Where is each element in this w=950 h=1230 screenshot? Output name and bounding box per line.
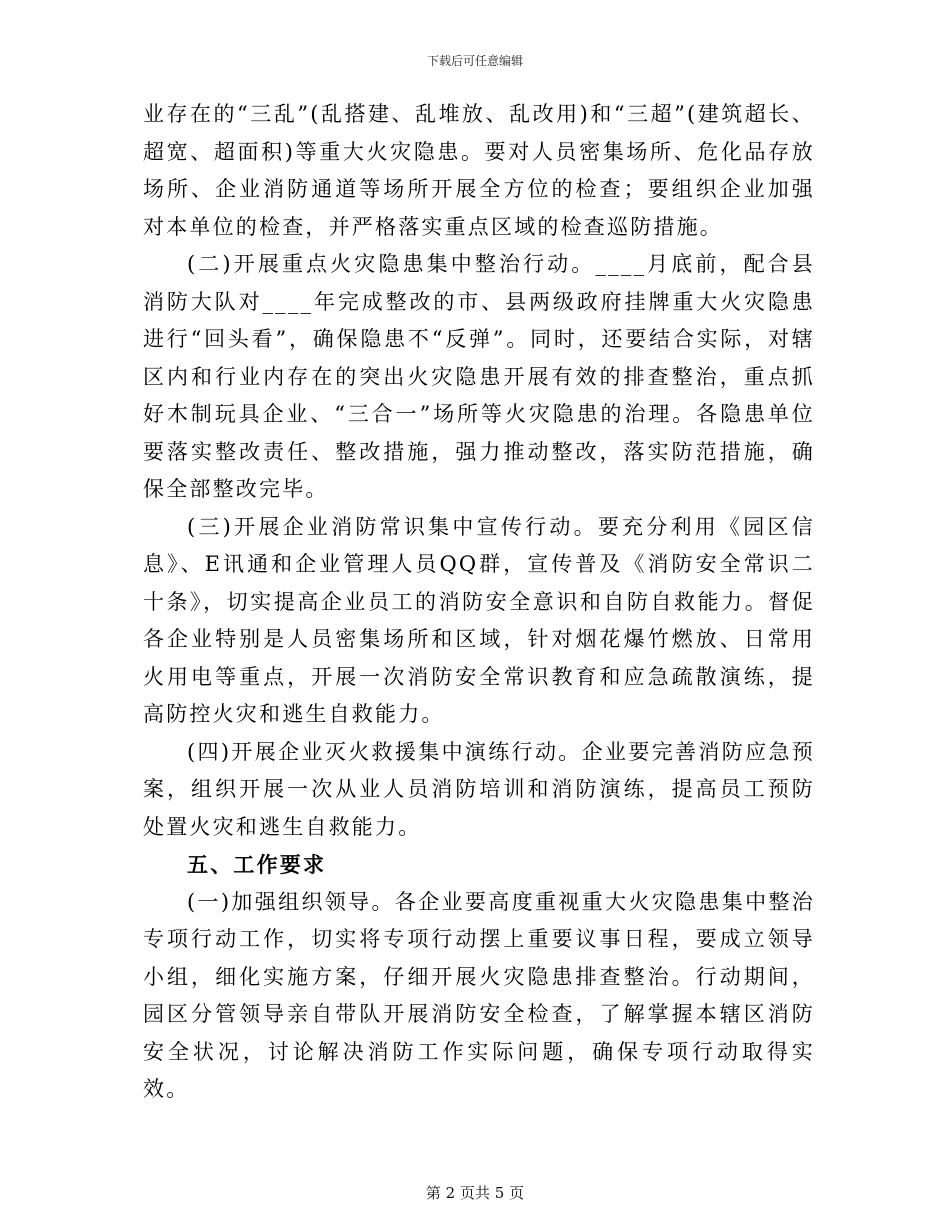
document-body [143, 96, 815, 1109]
page-number: 第 2 页共 5 页 [425, 1184, 525, 1202]
paragraph-item-3: (三)开展企业消防常识集中宣传行动。要充分利用《园区信息》、E讯通和企业管理人员QQ群，宣传普及《消防安全常识二十条》，切实提高企业员工的消防安全意识和自防自救能力。督促各企业特别是人员密集场所和区域，针对烟花爆竹燃放、日常用火用电等重点，开展一次消防安全常识教育和应急疏散演练，提高防控火灾和逃生自救能力。 [143, 514, 815, 726]
paragraph-requirement-1: (一)加强组织领导。各企业要高度重视重大火灾隐患集中整治专项行动工作，切实将专项行动摆上重要议事日程，要成立领导小组，细化实施方案，仔细开展火灾隐患排查整治。行动期间，园区分管领导亲自带队开展消防安全检查，了解掌握本辖区消防安全状况，讨论解决消防工作实际问题，确保专项行动取得实效。 [143, 889, 815, 1101]
header-note: 下载后可任意编辑 [426, 54, 523, 68]
paragraph-continued: 业存在的“三乱”(乱搭建、乱堆放、乱改用)和“三超”(建筑超长、超宽、超面积)等重大火灾隐患。要对人员密集场所、危化品存放场所、企业消防通道等场所开展全方位的检查；要组织企业加强对本单位的检查，并严格落实重点区域的检查巡防措施。 [143, 102, 815, 239]
section-heading-5: 五、工作要求 [187, 852, 327, 877]
paragraph-item-4: (四)开展企业灭火救援集中演练行动。企业要完善消防应急预案，组织开展一次从业人员消防培训和消防演练，提高员工预防处置火灾和逃生自救能力。 [143, 739, 815, 839]
paragraph-item-2: (二)开展重点火灾隐患集中整治行动。____月底前，配合县消防大队对____年完成整改的市、县两级政府挂牌重大火灾隐患进行“回头看”，确保隐患不“反弹”。同时，还要结合实际，对辖区内和行业内存在的突出火灾隐患开展有效的排查整治，重点抓好木制玩具企业、“三合一”场所等火灾隐患的治理。各隐患单位要落实整改责任、整改措施，强力推动整改，落实防范措施，确保全部整改完毕。 [143, 252, 815, 501]
